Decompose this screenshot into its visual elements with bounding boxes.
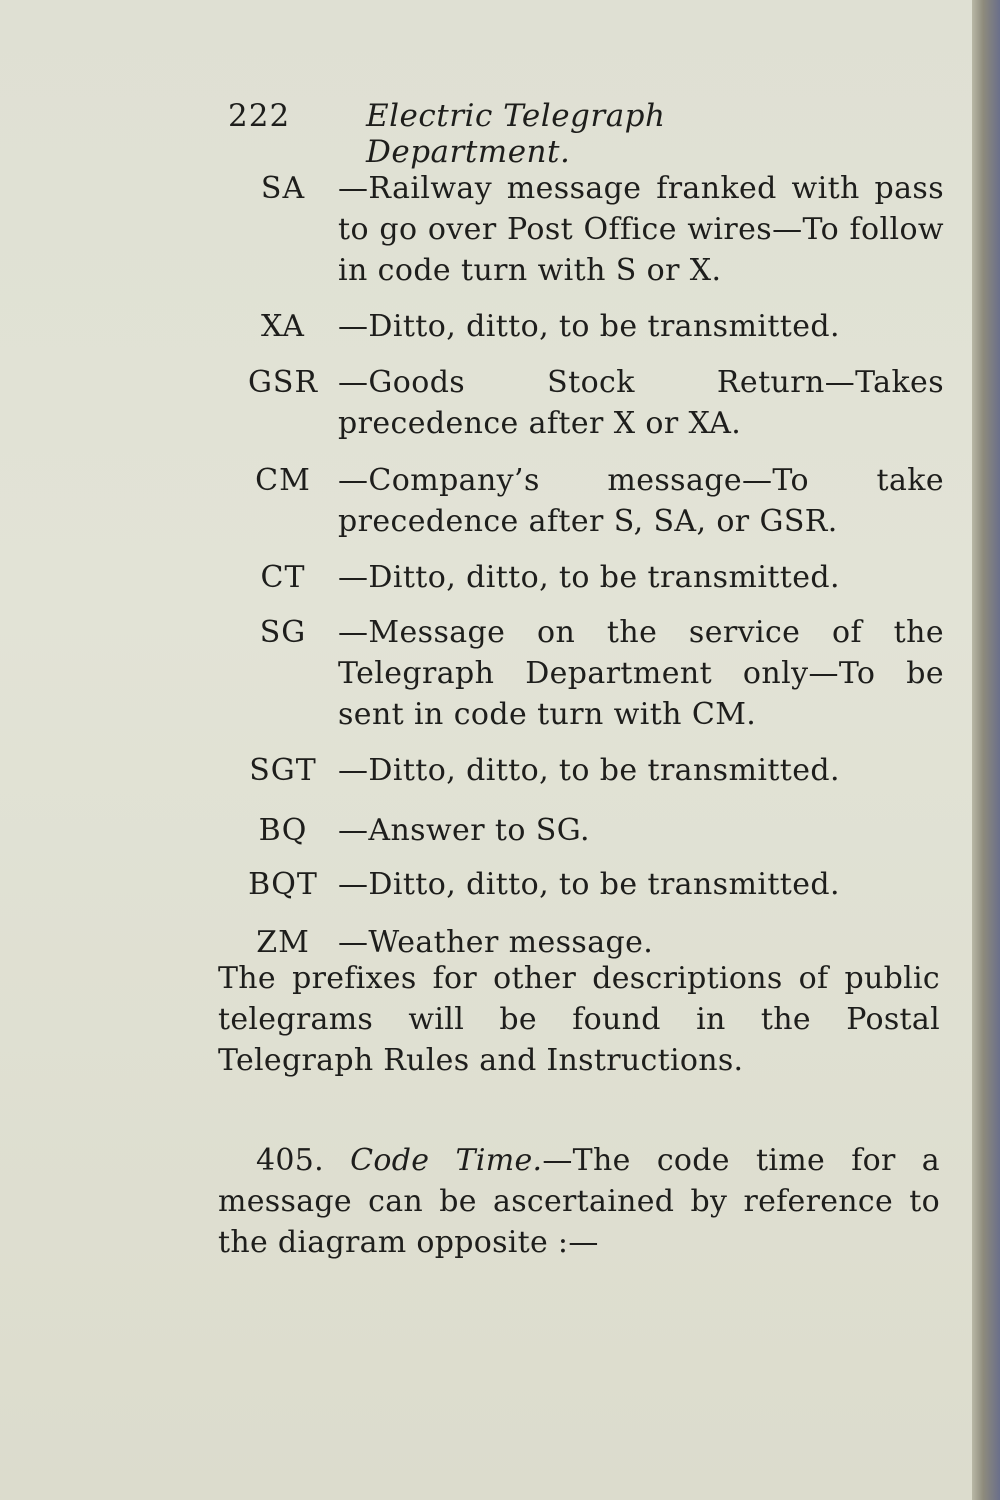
prefix-code: ZM xyxy=(256,925,310,960)
prefix-code: CM xyxy=(255,463,311,498)
prefix-code: SG xyxy=(259,615,307,650)
section-number: 405. xyxy=(256,1143,324,1178)
prefix-code: SGT xyxy=(249,753,317,788)
prefix-entry-sgt xyxy=(234,750,946,791)
prefix-description: —Answer to SG. xyxy=(338,813,590,848)
prefix-entry-zm xyxy=(234,922,946,963)
prefixes-paragraph: The prefixes for other descriptions of public telegrams will be found in the Postal Telegraph Rules and Instructions. xyxy=(218,961,940,1078)
section-title: Code Time. xyxy=(350,1143,543,1178)
prefix-description: —Ditto, ditto, to be transmitted. xyxy=(338,560,840,595)
prefix-description: —Railway message franked with pass to go over Post Office wires—To follow in code turn with S or X. xyxy=(338,171,944,288)
prefix-code: SA xyxy=(260,171,306,206)
running-head: Electric Telegraph Department. xyxy=(366,98,666,170)
page-number: 222 xyxy=(228,98,291,134)
prefix-description: —Weather message. xyxy=(338,925,654,960)
prefix-code: BQ xyxy=(258,813,308,848)
prefix-entry-gsr xyxy=(234,362,946,444)
prefix-description: —Goods Stock Return—Takes precedence after X or XA. xyxy=(338,365,944,441)
prefix-description: —Ditto, ditto, to be transmitted. xyxy=(338,753,840,788)
prefix-entry-cm xyxy=(234,460,946,542)
page-header xyxy=(228,98,848,170)
prefix-entry-sa xyxy=(234,168,946,291)
prefix-description: —Ditto, ditto, to be transmitted. xyxy=(338,867,840,902)
prefix-entry-ct xyxy=(234,557,946,598)
prefix-entry-bq xyxy=(234,810,946,851)
page-edge xyxy=(972,0,1000,1500)
prefix-code: XA xyxy=(261,309,305,344)
section-405-paragraph xyxy=(218,1140,940,1263)
prefix-entry-bqt xyxy=(234,864,946,905)
prefix-description: —Company’s message—To take precedence after S, SA, or GSR. xyxy=(338,463,944,539)
prefix-code: BQT xyxy=(248,867,318,902)
prefix-description: —Message on the service of the Telegraph Department only—To be sent in code turn with CM. xyxy=(338,615,944,732)
prefix-code: GSR xyxy=(247,365,319,400)
prefix-description: —Ditto, ditto, to be transmitted. xyxy=(338,309,840,344)
section-text: —The code time for a message can be ascertained by reference to the diagram opposite :— xyxy=(218,1143,940,1260)
prefix-entry-sg xyxy=(234,612,946,735)
prefix-entry-xa xyxy=(234,306,946,347)
prefix-code: CT xyxy=(260,560,306,595)
